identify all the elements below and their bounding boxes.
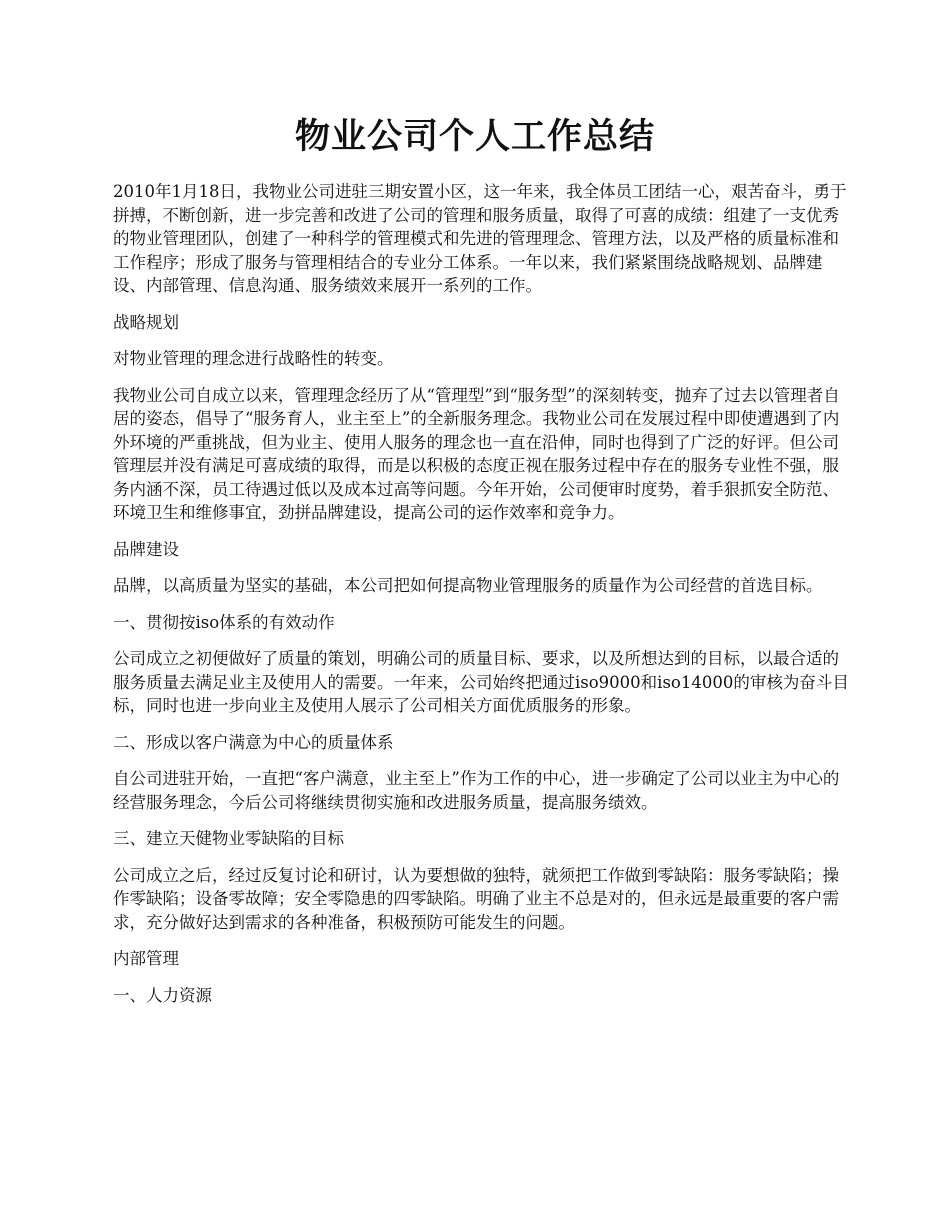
section-heading-brand: 品牌建设 — [113, 539, 179, 559]
strategy-subheading: 对物业管理的理念进行战略性的转变。 — [113, 349, 394, 368]
brand-item-3-heading: 三、建立天健物业零缺陷的目标 — [113, 829, 344, 848]
section-heading-strategy: 战略规划 — [113, 312, 179, 332]
internal-item-1-heading: 一、人力资源 — [113, 985, 212, 1005]
brand-item-2-paragraph: 自公司进驻开始，一直把“客户满意，业主至上”作为工作的中心，进一步确定了公司以业主为中心的经营服务理念，今后公司将继续贯彻实施和改进服务质量，提高服务绩效。 — [113, 769, 840, 812]
intro-paragraph: 2010年1月18日，我物业公司进驻三期安置小区，这一年来，我全体员工团结一心，艰苦奋斗，勇于拼搏，不断创新，进一步完善和改进了公司的管理和服务质量，取得了可喜的成绩：组建了一支优秀的物业管理团队，创建了一种科学的管理模式和先进的管理理念、管理方法，以及严格的质量标准和工作程序；形成了服务与管理相结合的专业分工体系。一年以来，我们紧紧围绕战略规划、品牌建设、内部管理、信息沟通、服务绩效来展开一系列的工作。 — [113, 182, 847, 295]
brand-item-3-paragraph: 公司成立之后，经过反复讨论和研讨，认为要想做的独特，就须把工作做到零缺陷：服务零缺陷；操作零缺陷；设备零故障；安全零隐患的四零缺陷。明确了业主不总是对的，但永远是最重要的客户需求，充分做好达到需求的各种准备，积极预防可能发生的问题。 — [113, 865, 839, 932]
brand-item-1-heading: 一、贯彻按iso体系的有效动作 — [113, 612, 335, 632]
document-body — [113, 180, 853, 1020]
strategy-paragraph: 我物业公司自成立以来，管理理念经历了从“管理型”到“服务型”的深刻转变，抛弃了过去以管理者自居的姿态，倡导了“服务育人，业主至上”的全新服务理念。我物业公司在发展过程中即使遭遇到了内外环境的严重挑战，但为业主、使用人服务的理念也一直在沿伸，同时也得到了广泛的好评。但公司管理层并没有满足可喜成绩的取得，而是以积极的态度正视在服务过程中存在的服务专业性不强，服务内涵不深，员工待遇过低以及成本过高等问题。今年开始，公司便审时度势，着手狠抓安全防范、环境卫生和维修事宜，劲拼品牌建设，提高公司的运作效率和竞争力。 — [113, 385, 840, 522]
brand-item-1-paragraph: 公司成立之初便做好了质量的策划，明确公司的质量目标、要求，以及所想达到的目标，以最合适的服务质量去满足业主及使用人的需要。一年来，公司始终把通过iso9000和iso14000的审核为奋斗目标，同时也进一步向业主及使用人展示了公司相关方面优质服务的形象。 — [113, 649, 849, 715]
document-title: 物业公司个人工作总结 — [294, 116, 655, 157]
brand-item-2-heading: 二、形成以客户满意为中心的质量体系 — [113, 732, 394, 752]
brand-paragraph: 品牌，以高质量为坚实的基础，本公司把如何提高物业管理服务的质量作为公司经营的首选目标。 — [113, 576, 823, 595]
section-heading-internal: 内部管理 — [113, 949, 179, 968]
